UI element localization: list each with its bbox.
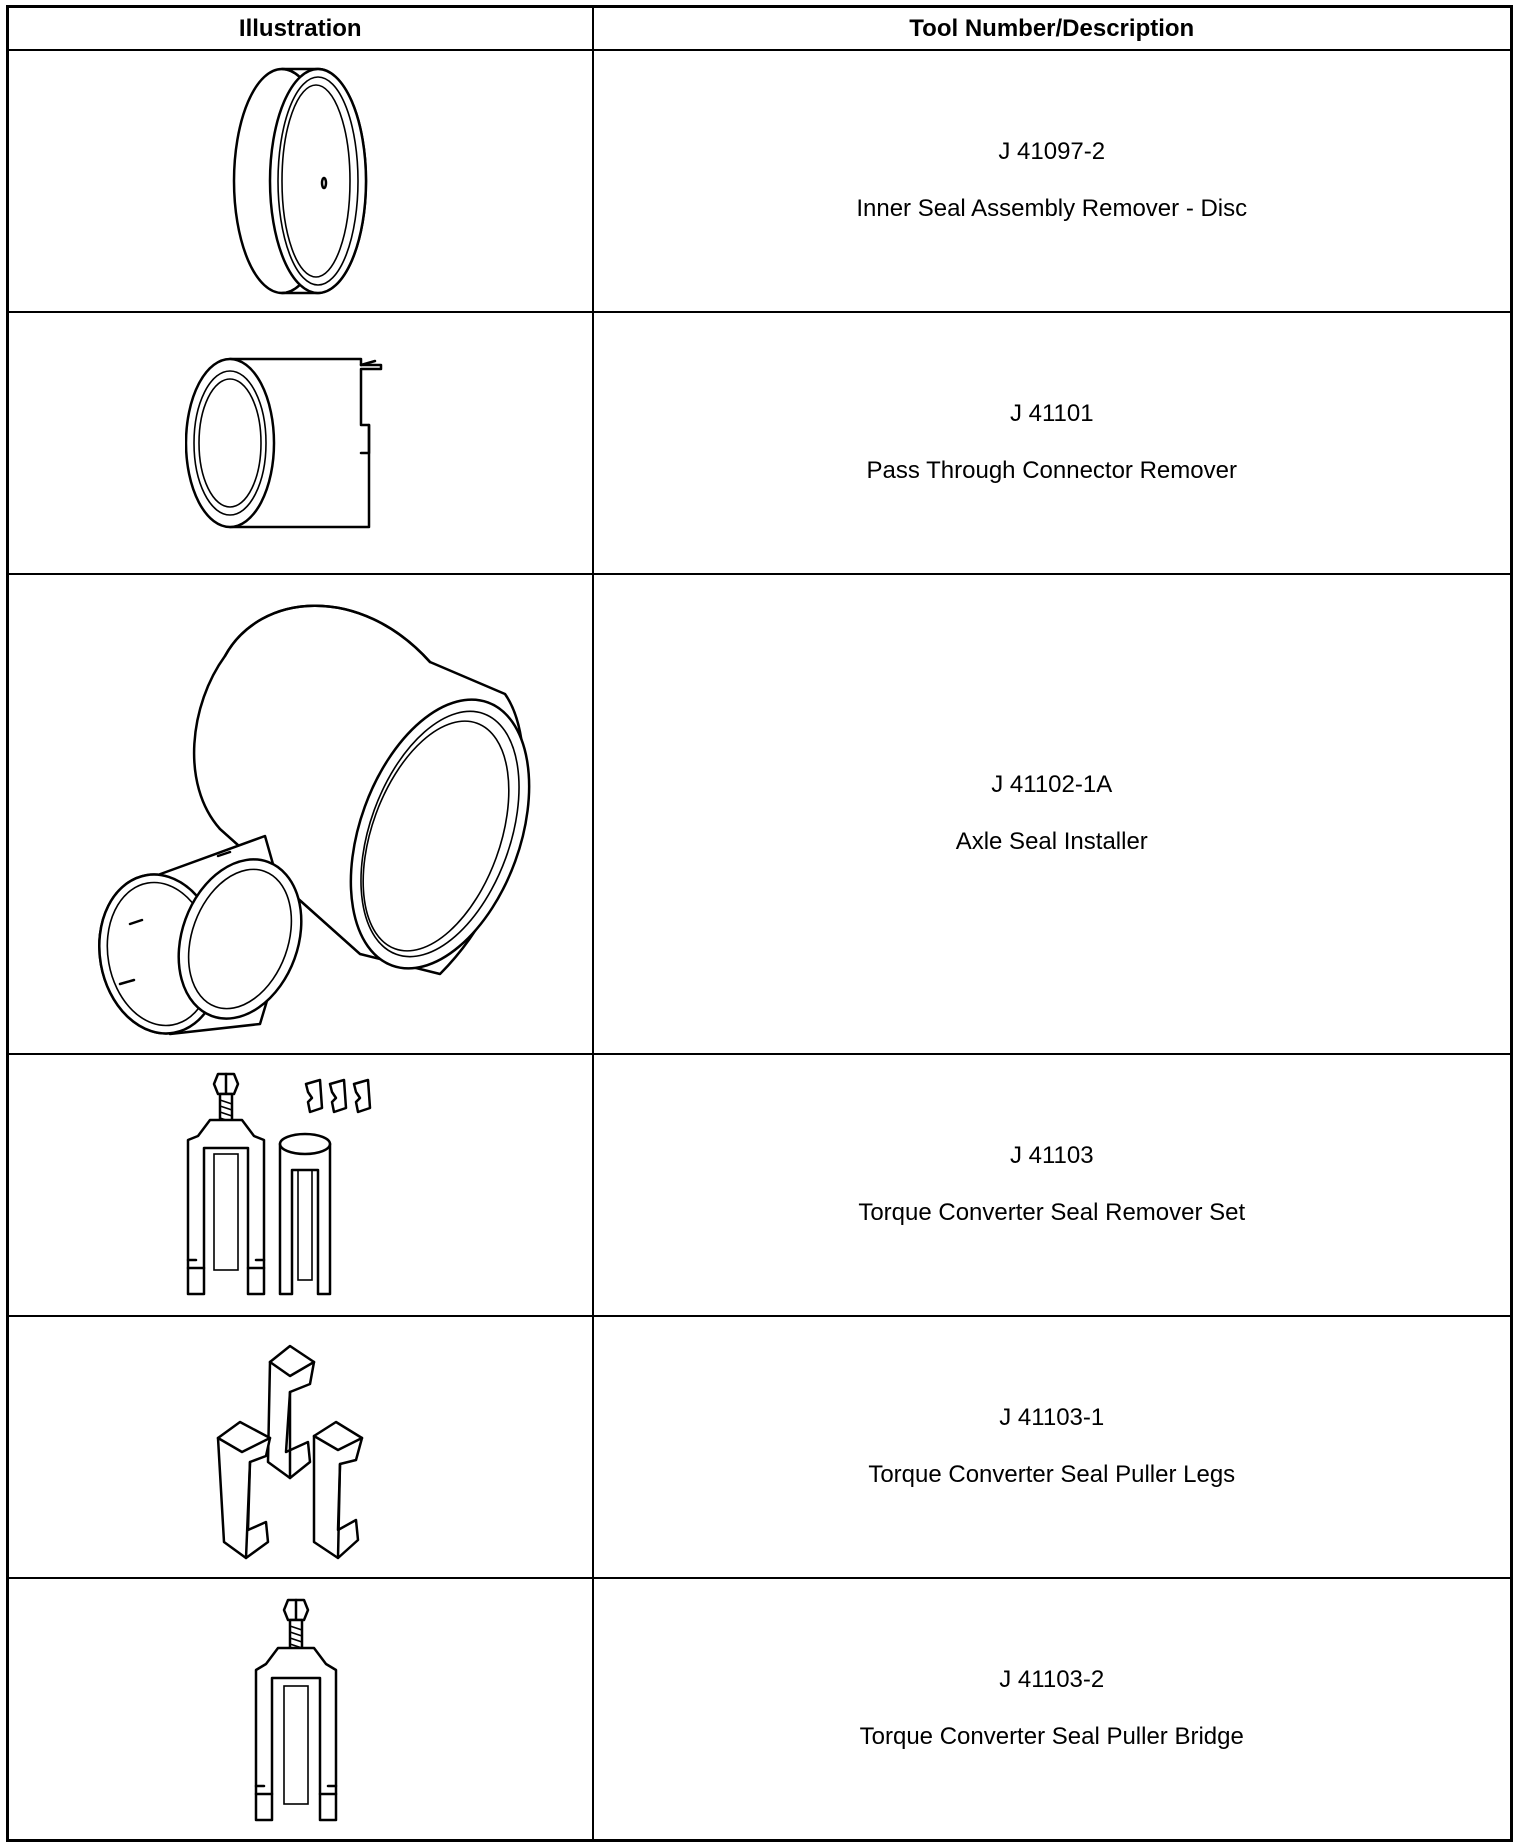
table-row <box>8 1578 1512 1840</box>
tool-number: J 41103 <box>1009 1142 1094 1170</box>
illustration-cell <box>8 1578 593 1840</box>
header-row <box>8 7 1512 51</box>
description-cell <box>593 50 1512 312</box>
illustration-cell <box>8 312 593 574</box>
tool-number: J 41102-1A <box>991 771 1113 799</box>
illustration-cell <box>8 50 593 312</box>
description-cell <box>593 574 1512 1054</box>
tool-number: J 41097-2 <box>998 138 1106 166</box>
disc-tool-icon <box>230 65 370 297</box>
tool-description: Torque Converter Seal Puller Bridge <box>859 1722 1244 1750</box>
connector-remover-icon <box>185 353 415 533</box>
special-tools-table <box>6 5 1513 1842</box>
table-row <box>8 312 1512 574</box>
table-row <box>8 1054 1512 1316</box>
tool-number: J 41103-1 <box>999 1404 1105 1432</box>
puller-bridge-icon <box>240 1594 360 1824</box>
tool-number: J 41101 <box>1009 400 1094 428</box>
table-row <box>8 50 1512 312</box>
description-cell <box>593 1578 1512 1840</box>
table-row <box>8 574 1512 1054</box>
description-cell <box>593 312 1512 574</box>
puller-legs-icon <box>210 1332 390 1562</box>
seal-remover-set-icon <box>180 1070 420 1300</box>
illustration-cell <box>8 1054 593 1316</box>
tool-description: Torque Converter Seal Puller Legs <box>868 1461 1236 1488</box>
tool-description: Inner Seal Assembly Remover - Disc <box>856 195 1248 222</box>
description-cell <box>593 1316 1512 1578</box>
description-cell <box>593 1054 1512 1316</box>
table-row <box>8 1316 1512 1578</box>
tool-description: Torque Converter Seal Remover Set <box>858 1199 1246 1226</box>
illustration-cell <box>8 1316 593 1578</box>
axle-seal-installer-icon <box>60 584 540 1044</box>
tool-description: Pass Through Connector Remover <box>866 457 1237 484</box>
description-header: Tool Number/Description <box>593 7 1512 51</box>
illustration-header: Illustration <box>8 7 593 51</box>
tool-number: J 41103-2 <box>999 1665 1105 1693</box>
tool-description: Axle Seal Installer <box>955 828 1148 855</box>
illustration-cell <box>8 574 593 1054</box>
